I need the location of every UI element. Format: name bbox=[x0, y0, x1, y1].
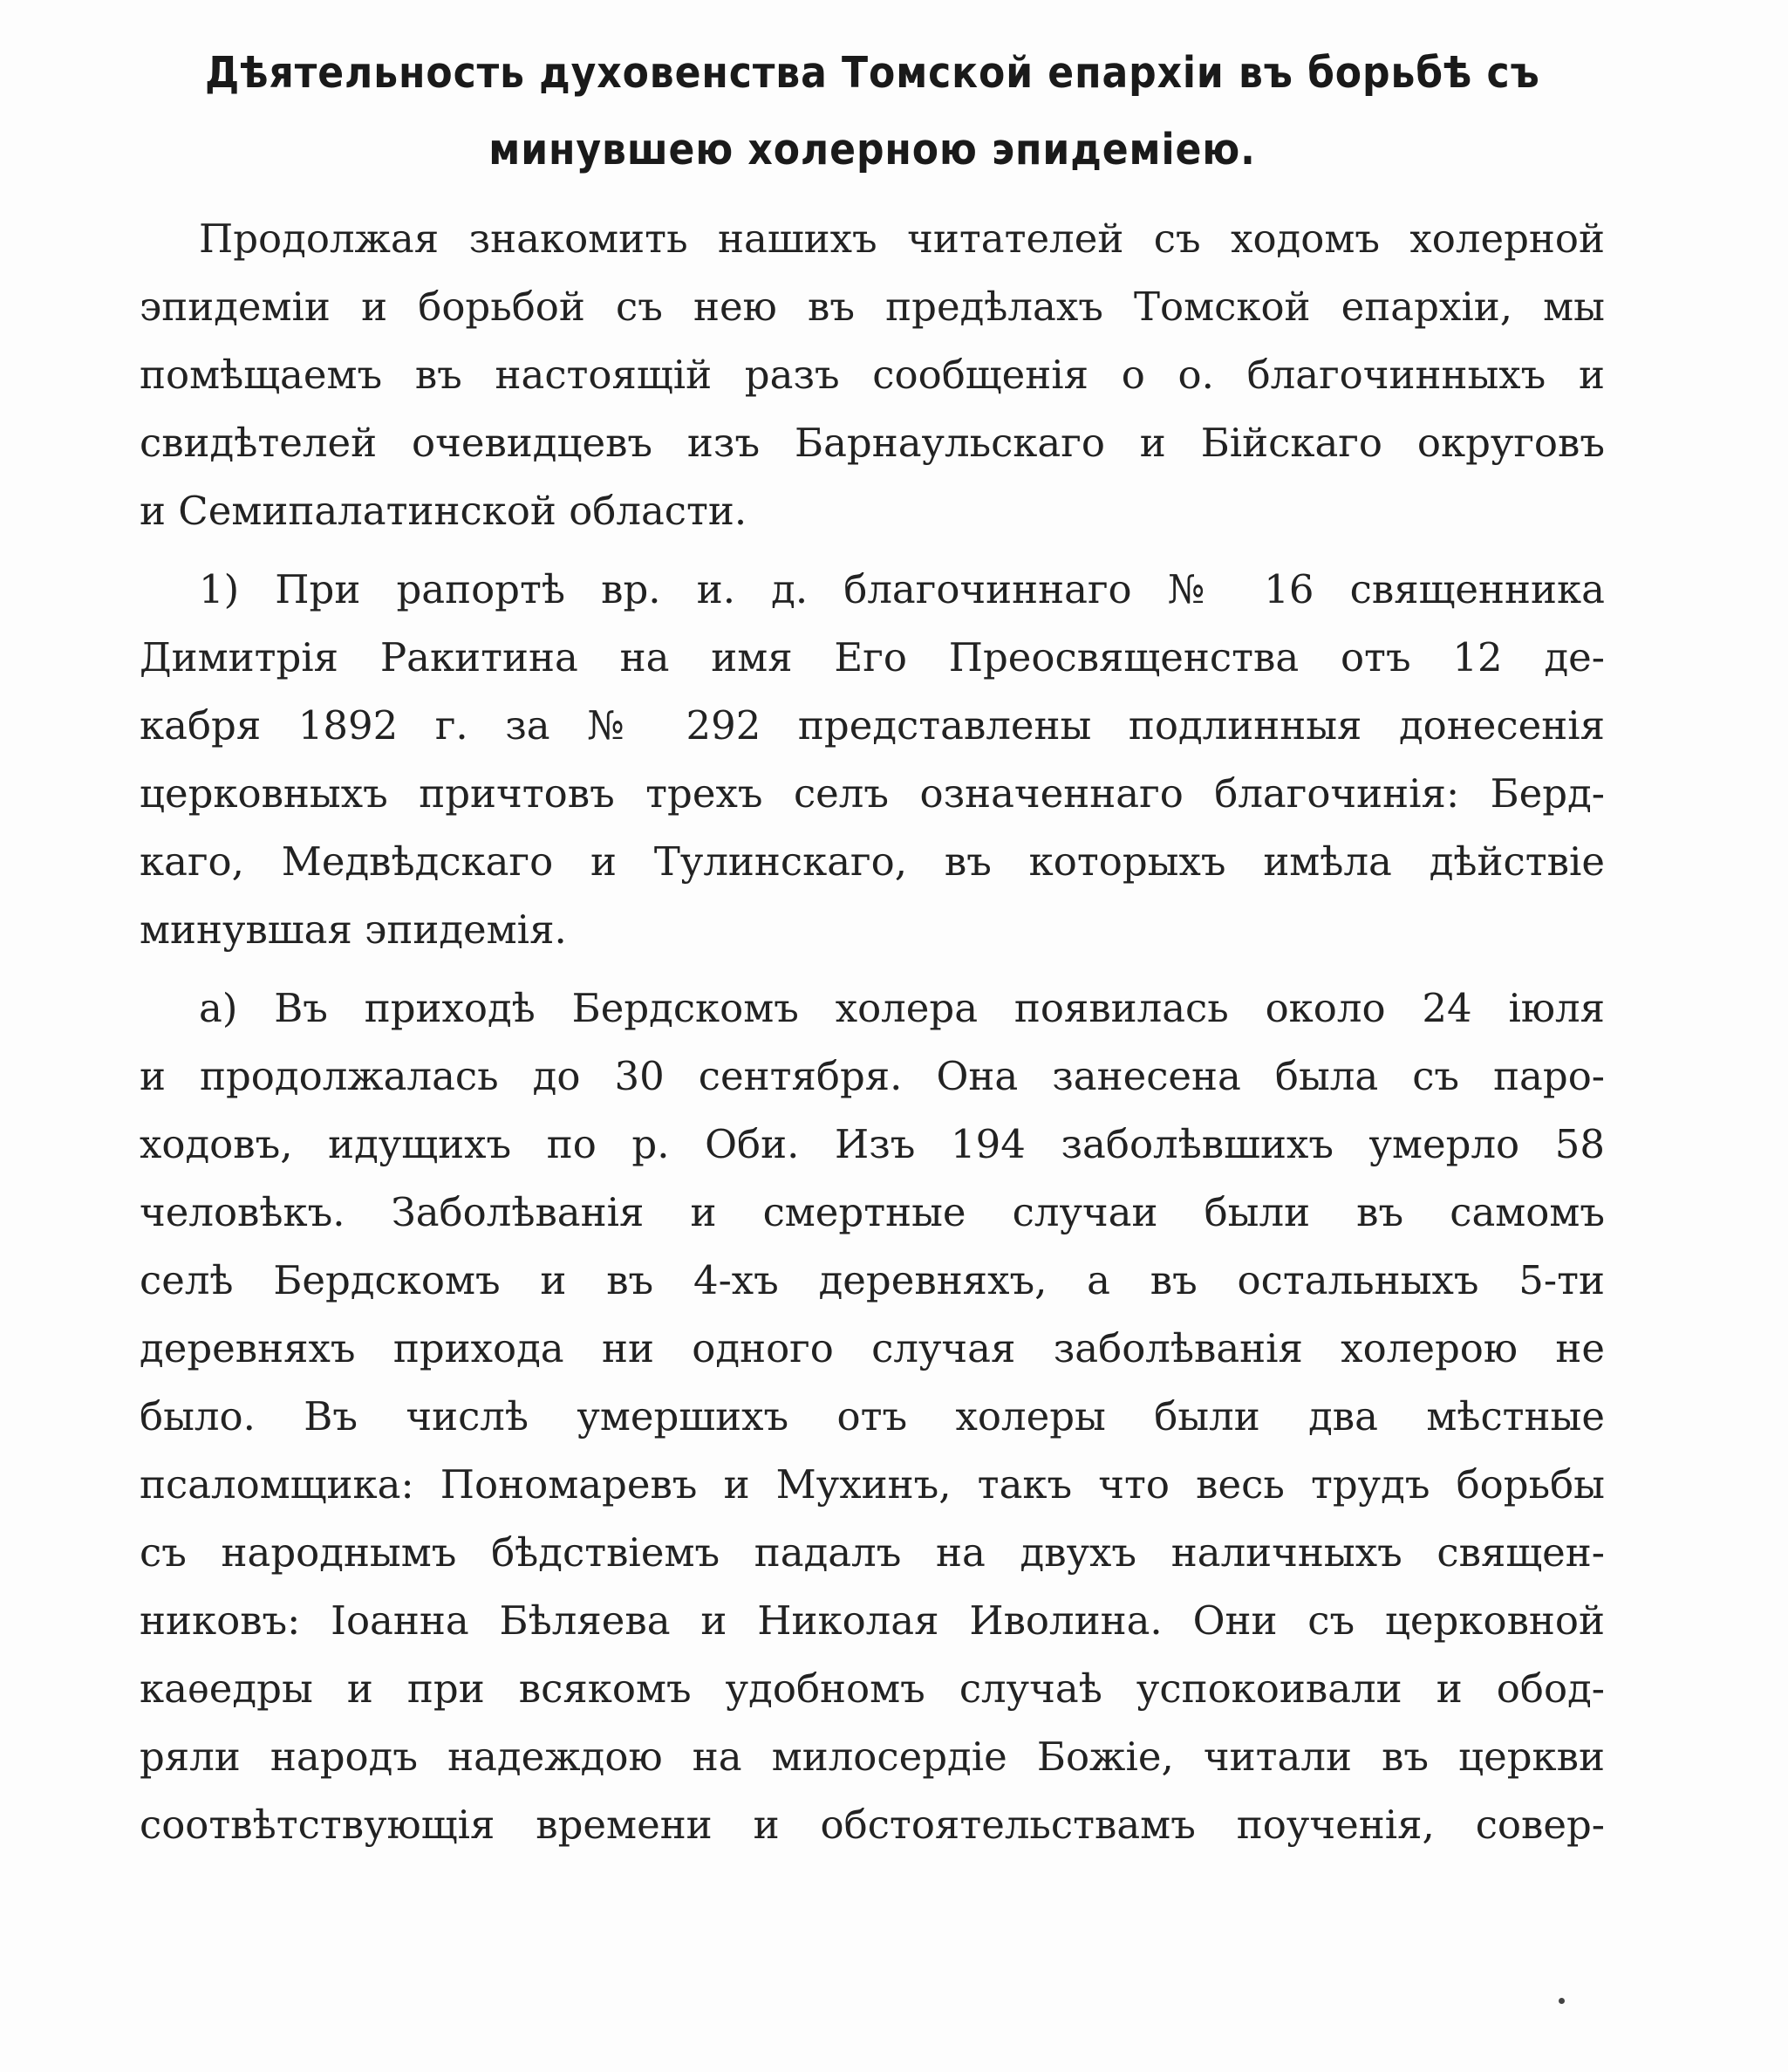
text-line: деревняхъ прихода ни одного случая заболѣванія холерою не bbox=[140, 1325, 1605, 1371]
paragraph-berdsk bbox=[140, 974, 1605, 1859]
text-line: селѣ Бердскомъ и въ 4-хъ деревняхъ, а въ остальныхъ 5-ти bbox=[140, 1257, 1605, 1303]
paragraph-intro bbox=[140, 205, 1605, 545]
text-line: Продолжая знакомить нашихъ читателей съ ходомъ холерной bbox=[199, 215, 1605, 262]
title-line-1: Дѣятельность духовенства Томской епархіи въ борьбѣ съ bbox=[205, 48, 1540, 98]
text-line: съ народнымъ бѣдствіемъ падалъ на двухъ наличныхъ священ- bbox=[140, 1529, 1605, 1576]
text-line: помѣщаемъ въ настоящій разъ сообщенія о о. благочинныхъ и bbox=[140, 352, 1605, 398]
text-line: было. Въ числѣ умершихъ отъ холеры были два мѣстные bbox=[140, 1393, 1605, 1439]
text-line: а) Въ приходѣ Бердскомъ холера появилась около 24 іюля bbox=[199, 985, 1605, 1031]
text-line: кабря 1892 г. за № 292 представлены подлинныя донесенія bbox=[140, 702, 1605, 749]
text-line: каѳедры и при всякомъ удобномъ случаѣ успокоивали и обод- bbox=[140, 1665, 1605, 1712]
text-line: человѣкъ. Заболѣванія и смертные случаи были въ самомъ bbox=[140, 1189, 1605, 1235]
title-line-2: минувшею холерною эпидеміею. bbox=[488, 125, 1256, 174]
text-line: эпидеміи и борьбой съ нею въ предѣлахъ Томской епархіи, мы bbox=[140, 284, 1605, 330]
text-line: соотвѣтствующія времени и обстоятельствамъ поученія, совер- bbox=[140, 1802, 1605, 1848]
text-line: Димитрія Ракитина на имя Его Преосвященства отъ 12 де- bbox=[140, 634, 1605, 680]
text-line: ходовъ, идущихъ по р. Оби. Изъ 194 заболѣвшихъ умерло 58 bbox=[140, 1121, 1605, 1167]
paragraph-report bbox=[140, 556, 1605, 964]
text-line: свидѣтелей очевидцевъ изъ Барнаульскаго и Бійскаго округовъ bbox=[140, 420, 1605, 466]
text-line: церковныхъ причтовъ трехъ селъ означеннаго благочинія: Берд- bbox=[140, 770, 1605, 817]
article-body bbox=[140, 205, 1605, 1870]
text-line: 1) При рапортѣ вр. и. д. благочиннаго № 16 священника bbox=[199, 566, 1605, 612]
text-line: минувшая эпидемія. bbox=[140, 906, 567, 953]
text-line: псаломщика: Пономаревъ и Мухинъ, такъ что весь трудъ борьбы bbox=[140, 1461, 1605, 1508]
text-line: ряли народъ надеждою на милосердіе Божіе, читали въ церкви bbox=[140, 1734, 1605, 1780]
article-title bbox=[205, 35, 1539, 188]
text-line: и Семипалатинской области. bbox=[140, 488, 747, 534]
text-line: и продолжалась до 30 сентября. Она занесена была съ паро- bbox=[140, 1053, 1605, 1099]
text-line: каго, Медвѣдскаго и Тулинскаго, въ которыхъ имѣла дѣйствіе bbox=[140, 838, 1605, 885]
text-line: никовъ: Іоанна Бѣляева и Николая Иволина. Они съ церковной bbox=[140, 1597, 1605, 1644]
print-speck bbox=[1559, 1998, 1565, 2004]
